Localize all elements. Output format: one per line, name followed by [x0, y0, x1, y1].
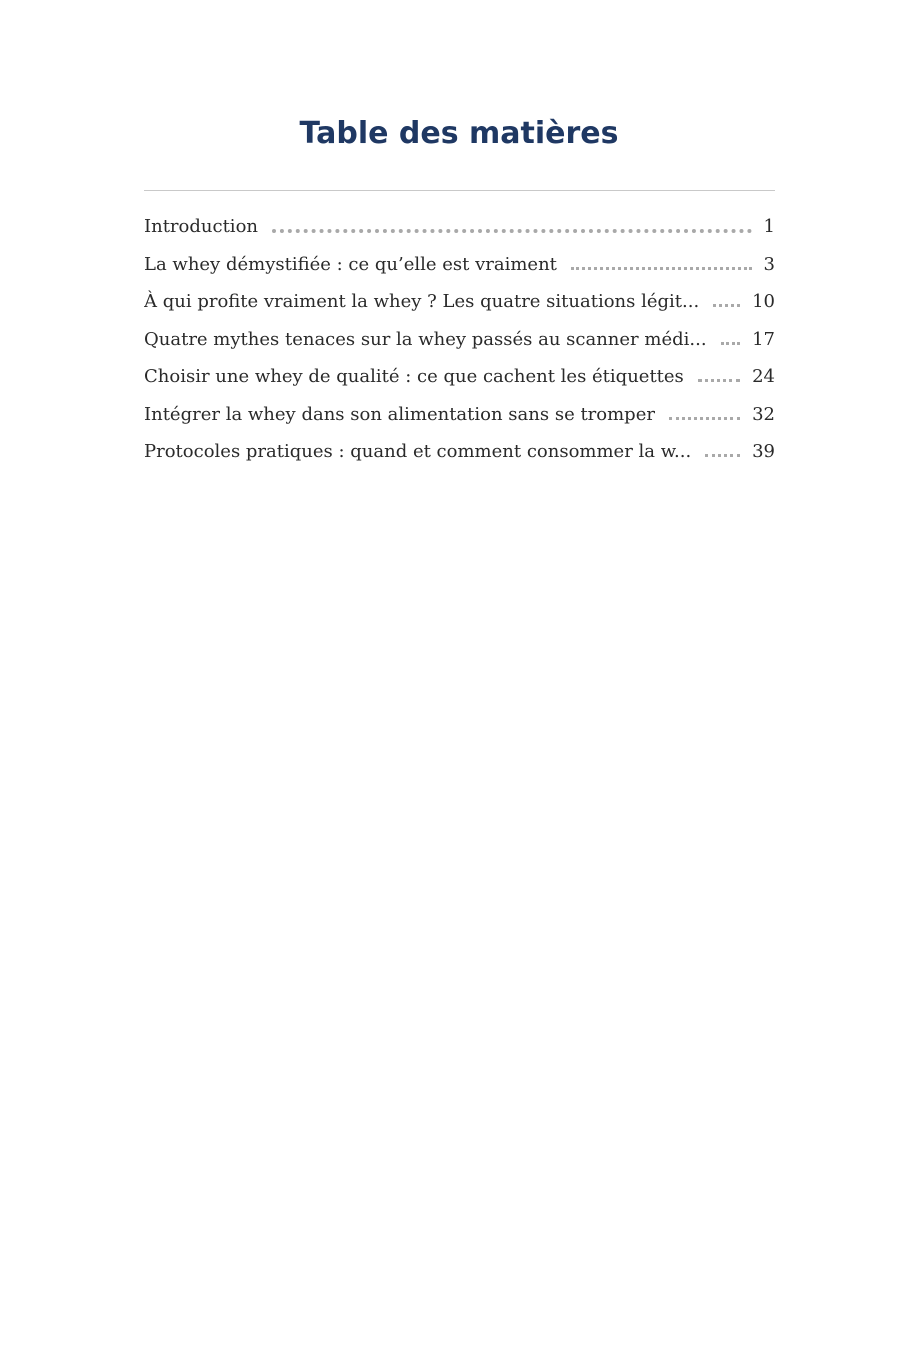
toc-entry-chapter-2[interactable]: [144, 283, 775, 321]
title-divider: [144, 190, 775, 191]
toc-entry-label: À qui profite vraiment la whey ? Les quatre situations légit...: [144, 291, 700, 312]
page-title: Table des matières: [299, 116, 619, 151]
dot-leader: [669, 417, 740, 420]
dot-leader: [713, 304, 740, 307]
toc-entry-label: Intégrer la whey dans son alimentation sans se tromper: [144, 403, 655, 425]
toc-entry-page: 1: [763, 216, 775, 237]
dot-leader: [705, 454, 740, 457]
toc-entry-label: Introduction: [144, 216, 258, 237]
toc-entry-chapter-3[interactable]: [144, 321, 775, 359]
dot-leader: [571, 267, 752, 270]
dot-leader: [698, 379, 740, 382]
toc-entry-label: Quatre mythes tenaces sur la whey passés au scanner médi...: [144, 328, 707, 350]
dot-leader: [721, 342, 741, 345]
toc-entry-page: 3: [763, 253, 775, 275]
toc-entry-chapter-6[interactable]: [144, 433, 775, 471]
toc-entry-page: 17: [752, 328, 775, 350]
toc-entry-chapter-5[interactable]: [144, 396, 775, 434]
dot-leader: [272, 229, 752, 233]
toc-entry-label: La whey démystifiée : ce qu’elle est vraiment: [144, 253, 557, 275]
toc-entry-chapter-4[interactable]: [144, 358, 775, 396]
toc-entry-label: Choisir une whey de qualité : ce que cachent les étiquettes: [144, 366, 684, 387]
toc-entry-introduction[interactable]: [144, 208, 775, 246]
toc-entry-page: 24: [752, 366, 775, 387]
toc-entry-page: 32: [752, 403, 775, 425]
toc-entry-page: 10: [752, 291, 775, 312]
table-of-contents: [144, 208, 775, 471]
toc-entry-chapter-1[interactable]: [144, 246, 775, 284]
toc-entry-page: 39: [752, 441, 775, 462]
toc-entry-label: Protocoles pratiques : quand et comment consommer la w...: [144, 441, 692, 462]
